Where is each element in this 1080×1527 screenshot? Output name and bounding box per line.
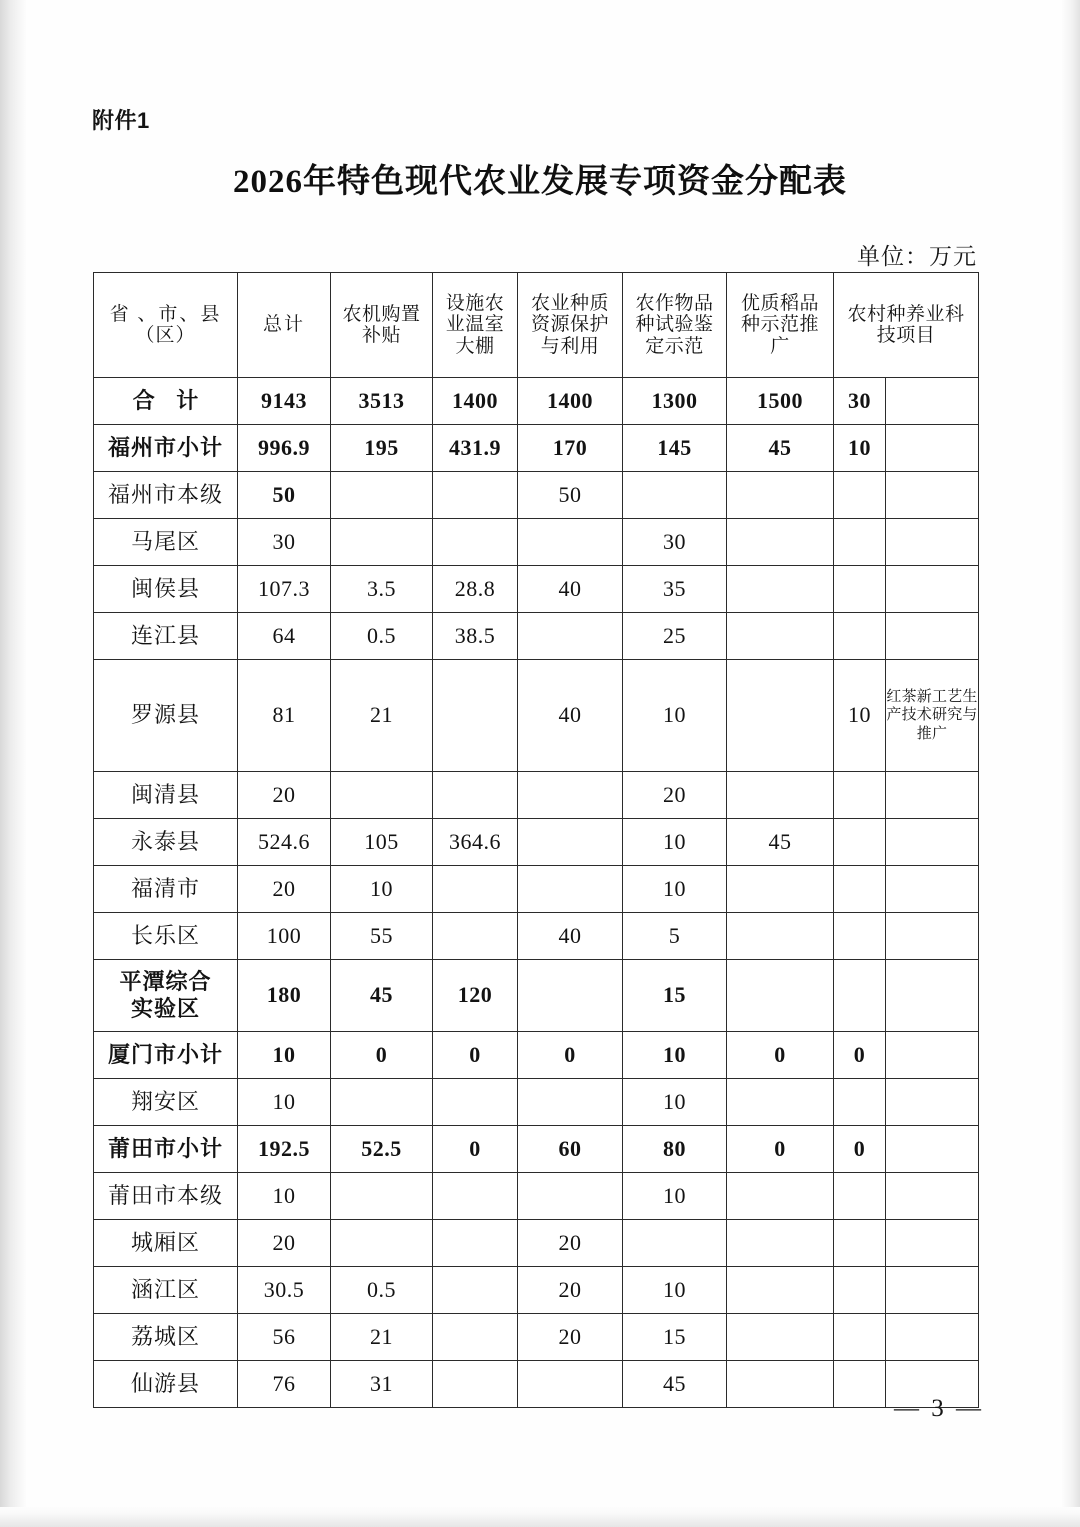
table-row bbox=[94, 425, 979, 472]
cell-sci-amount bbox=[834, 1361, 886, 1408]
column-header-machinery-subsidy bbox=[331, 273, 433, 378]
cell-sci-amount bbox=[834, 913, 886, 960]
cell-greenhouse bbox=[433, 1220, 518, 1267]
cell-sci-amount bbox=[834, 1173, 886, 1220]
cell-rice-demo bbox=[727, 1267, 834, 1314]
cell-greenhouse bbox=[433, 1314, 518, 1361]
column-header-region-line2: （区） bbox=[135, 325, 196, 346]
cell-rice-demo bbox=[727, 660, 834, 772]
cell-machinery-subsidy bbox=[331, 472, 433, 519]
cell-region: 合 计 bbox=[94, 378, 238, 425]
cell-germplasm: 50 bbox=[518, 472, 623, 519]
cell-germplasm: 0 bbox=[518, 1032, 623, 1079]
cell-germplasm bbox=[518, 960, 623, 1032]
cell-region: 马尾区 bbox=[94, 519, 238, 566]
cell-greenhouse bbox=[433, 472, 518, 519]
column-header-sci-line2: 技项目 bbox=[876, 325, 936, 346]
column-header-total: 总计 bbox=[238, 273, 331, 378]
cell-rice-demo: 0 bbox=[727, 1126, 834, 1173]
cell-total: 20 bbox=[238, 1220, 331, 1267]
cell-sci-amount: 10 bbox=[834, 660, 886, 772]
cell-rice-demo bbox=[727, 960, 834, 1032]
cell-rice-demo: 45 bbox=[727, 425, 834, 472]
cell-greenhouse bbox=[433, 1267, 518, 1314]
cell-sci-amount bbox=[834, 1267, 886, 1314]
cell-sci-amount bbox=[834, 819, 886, 866]
cell-germplasm bbox=[518, 1079, 623, 1126]
cell-sci-description bbox=[886, 819, 979, 866]
column-header-germplasm-line3: 与利用 bbox=[540, 335, 600, 357]
table-row bbox=[94, 1361, 979, 1408]
cell-sci-description bbox=[886, 960, 979, 1032]
cell-machinery-subsidy: 10 bbox=[331, 866, 433, 913]
cell-crop-trial: 10 bbox=[623, 1267, 727, 1314]
cell-total: 10 bbox=[238, 1032, 331, 1079]
cell-region-line2: 实验区 bbox=[130, 995, 200, 1021]
cell-rice-demo: 1500 bbox=[727, 378, 834, 425]
cell-sci-description bbox=[886, 1126, 979, 1173]
cell-region: 福州市本级 bbox=[94, 472, 238, 519]
cell-sci-description bbox=[886, 1267, 979, 1314]
table-row bbox=[94, 1079, 979, 1126]
cell-germplasm: 40 bbox=[518, 660, 623, 772]
cell-greenhouse bbox=[433, 772, 518, 819]
cell-total: 9143 bbox=[238, 378, 331, 425]
cell-machinery-subsidy bbox=[331, 772, 433, 819]
cell-sci-amount: 30 bbox=[834, 378, 886, 425]
cell-greenhouse: 364.6 bbox=[433, 819, 518, 866]
cell-germplasm: 40 bbox=[518, 566, 623, 613]
table-row bbox=[94, 519, 979, 566]
cell-sci-description bbox=[886, 613, 979, 660]
cell-machinery-subsidy: 0 bbox=[331, 1032, 433, 1079]
cell-sci-description bbox=[886, 425, 979, 472]
cell-sci-description bbox=[886, 1173, 979, 1220]
cell-total: 10 bbox=[238, 1173, 331, 1220]
cell-sci-description bbox=[886, 1220, 979, 1267]
cell-sci-description: 红茶新工艺生产技术研究与推广 bbox=[886, 660, 979, 772]
cell-total: 107.3 bbox=[238, 566, 331, 613]
cell-germplasm bbox=[518, 866, 623, 913]
cell-germplasm: 20 bbox=[518, 1220, 623, 1267]
scan-edge-left bbox=[0, 0, 26, 1527]
cell-rice-demo: 0 bbox=[727, 1032, 834, 1079]
cell-greenhouse: 120 bbox=[433, 960, 518, 1032]
cell-region: 莆田市本级 bbox=[94, 1173, 238, 1220]
page-number: — 3 — bbox=[894, 1395, 984, 1422]
cell-region: 荔城区 bbox=[94, 1314, 238, 1361]
table-row bbox=[94, 1220, 979, 1267]
cell-machinery-subsidy bbox=[331, 1220, 433, 1267]
column-header-rice-line3: 广 bbox=[770, 335, 790, 357]
table-row bbox=[94, 866, 979, 913]
column-header-crop-line1: 农作物品 bbox=[635, 293, 714, 315]
cell-crop-trial: 20 bbox=[623, 772, 727, 819]
cell-sci-amount bbox=[834, 1220, 886, 1267]
table-row bbox=[94, 1032, 979, 1079]
cell-greenhouse: 431.9 bbox=[433, 425, 518, 472]
column-header-greenhouse-line1: 设施农 bbox=[445, 293, 505, 315]
cell-germplasm bbox=[518, 819, 623, 866]
column-header-crop-line2: 种试验鉴 bbox=[635, 314, 714, 336]
cell-greenhouse: 1400 bbox=[433, 378, 518, 425]
cell-germplasm: 60 bbox=[518, 1126, 623, 1173]
cell-rice-demo bbox=[727, 519, 834, 566]
cell-region: 仙游县 bbox=[94, 1361, 238, 1408]
cell-region: 翔安区 bbox=[94, 1079, 238, 1126]
cell-crop-trial: 10 bbox=[623, 1079, 727, 1126]
cell-sci-description bbox=[886, 913, 979, 960]
cell-germplasm: 40 bbox=[518, 913, 623, 960]
cell-sci-description bbox=[886, 1314, 979, 1361]
cell-machinery-subsidy: 195 bbox=[331, 425, 433, 472]
cell-region: 永泰县 bbox=[94, 819, 238, 866]
cell-greenhouse bbox=[433, 866, 518, 913]
cell-sci-amount bbox=[834, 519, 886, 566]
unit-note: 单位：万元 bbox=[857, 244, 977, 269]
column-header-rice-line2: 种示范推 bbox=[740, 314, 819, 336]
cell-sci-amount: 10 bbox=[834, 425, 886, 472]
column-header-germplasm-line1: 农业种质 bbox=[530, 293, 609, 315]
cell-rice-demo bbox=[727, 1173, 834, 1220]
column-header-rice-line1: 优质稻品 bbox=[740, 293, 819, 315]
cell-total: 81 bbox=[238, 660, 331, 772]
table-row bbox=[94, 566, 979, 613]
fund-allocation-table bbox=[93, 272, 979, 1408]
cell-crop-trial: 1300 bbox=[623, 378, 727, 425]
cell-sci-amount bbox=[834, 1314, 886, 1361]
table-row bbox=[94, 660, 979, 772]
cell-machinery-subsidy: 3513 bbox=[331, 378, 433, 425]
column-header-crop-trial bbox=[623, 273, 727, 378]
table-row bbox=[94, 960, 979, 1032]
cell-machinery-subsidy: 31 bbox=[331, 1361, 433, 1408]
cell-rice-demo bbox=[727, 1361, 834, 1408]
cell-total: 20 bbox=[238, 866, 331, 913]
cell-crop-trial: 80 bbox=[623, 1126, 727, 1173]
cell-machinery-subsidy bbox=[331, 1079, 433, 1126]
cell-rice-demo: 45 bbox=[727, 819, 834, 866]
cell-sci-description bbox=[886, 378, 979, 425]
attachment-label: 附件1 bbox=[92, 108, 150, 133]
table-row bbox=[94, 472, 979, 519]
cell-sci-description bbox=[886, 519, 979, 566]
cell-machinery-subsidy: 0.5 bbox=[331, 613, 433, 660]
cell-machinery-subsidy: 55 bbox=[331, 913, 433, 960]
cell-crop-trial: 10 bbox=[623, 1173, 727, 1220]
cell-rice-demo bbox=[727, 472, 834, 519]
cell-region: 城厢区 bbox=[94, 1220, 238, 1267]
cell-machinery-subsidy: 3.5 bbox=[331, 566, 433, 613]
cell-rice-demo bbox=[727, 566, 834, 613]
table-row bbox=[94, 772, 979, 819]
table-row bbox=[94, 819, 979, 866]
cell-total: 56 bbox=[238, 1314, 331, 1361]
cell-region: 闽侯县 bbox=[94, 566, 238, 613]
cell-germplasm bbox=[518, 613, 623, 660]
cell-crop-trial: 10 bbox=[623, 1032, 727, 1079]
cell-region: 福清市 bbox=[94, 866, 238, 913]
table-row bbox=[94, 378, 979, 425]
cell-germplasm bbox=[518, 1361, 623, 1408]
cell-greenhouse: 28.8 bbox=[433, 566, 518, 613]
column-header-sci-project bbox=[834, 273, 979, 378]
cell-greenhouse bbox=[433, 1079, 518, 1126]
column-header-machinery-line2: 补贴 bbox=[361, 325, 401, 346]
table-row bbox=[94, 613, 979, 660]
cell-crop-trial: 25 bbox=[623, 613, 727, 660]
cell-crop-trial: 30 bbox=[623, 519, 727, 566]
cell-region: 连江县 bbox=[94, 613, 238, 660]
cell-total: 180 bbox=[238, 960, 331, 1032]
cell-machinery-subsidy: 0.5 bbox=[331, 1267, 433, 1314]
cell-greenhouse: 0 bbox=[433, 1126, 518, 1173]
cell-germplasm bbox=[518, 1173, 623, 1220]
cell-sci-description bbox=[886, 1079, 979, 1126]
cell-region: 莆田市小计 bbox=[94, 1126, 238, 1173]
table-row bbox=[94, 1126, 979, 1173]
cell-rice-demo bbox=[727, 866, 834, 913]
cell-total: 996.9 bbox=[238, 425, 331, 472]
cell-region: 长乐区 bbox=[94, 913, 238, 960]
cell-crop-trial: 145 bbox=[623, 425, 727, 472]
cell-total: 30 bbox=[238, 519, 331, 566]
cell-rice-demo bbox=[727, 913, 834, 960]
cell-total: 50 bbox=[238, 472, 331, 519]
column-header-greenhouse bbox=[433, 273, 518, 378]
cell-greenhouse: 0 bbox=[433, 1032, 518, 1079]
table-row bbox=[94, 1267, 979, 1314]
cell-sci-amount bbox=[834, 772, 886, 819]
cell-crop-trial: 35 bbox=[623, 566, 727, 613]
column-header-germplasm bbox=[518, 273, 623, 378]
cell-total: 64 bbox=[238, 613, 331, 660]
table-row bbox=[94, 913, 979, 960]
cell-region: 福州市小计 bbox=[94, 425, 238, 472]
cell-germplasm: 1400 bbox=[518, 378, 623, 425]
cell-rice-demo bbox=[727, 1079, 834, 1126]
cell-rice-demo bbox=[727, 613, 834, 660]
cell-rice-demo bbox=[727, 1314, 834, 1361]
cell-sci-description bbox=[886, 566, 979, 613]
cell-germplasm: 170 bbox=[518, 425, 623, 472]
fund-allocation-table-container bbox=[93, 272, 978, 1408]
cell-sci-description bbox=[886, 1032, 979, 1079]
cell-sci-amount bbox=[834, 866, 886, 913]
cell-machinery-subsidy: 105 bbox=[331, 819, 433, 866]
cell-total: 20 bbox=[238, 772, 331, 819]
table-row bbox=[94, 1173, 979, 1220]
column-header-sci-line1: 农村种养业科 bbox=[847, 303, 965, 325]
scan-edge-bottom bbox=[0, 1507, 1080, 1527]
table-body bbox=[94, 378, 979, 1408]
cell-region: 厦门市小计 bbox=[94, 1032, 238, 1079]
cell-sci-amount: 0 bbox=[834, 1032, 886, 1079]
page-title: 2026年特色现代农业发展专项资金分配表 bbox=[233, 164, 847, 200]
cell-crop-trial: 5 bbox=[623, 913, 727, 960]
cell-machinery-subsidy: 21 bbox=[331, 1314, 433, 1361]
cell-sci-description bbox=[886, 772, 979, 819]
cell-crop-trial: 15 bbox=[623, 960, 727, 1032]
cell-total: 100 bbox=[238, 913, 331, 960]
cell-sci-amount bbox=[834, 472, 886, 519]
cell-machinery-subsidy: 21 bbox=[331, 660, 433, 772]
cell-sci-amount: 0 bbox=[834, 1126, 886, 1173]
cell-greenhouse bbox=[433, 660, 518, 772]
cell-machinery-subsidy: 52.5 bbox=[331, 1126, 433, 1173]
column-header-germplasm-line2: 资源保护 bbox=[530, 314, 609, 336]
cell-region: 涵江区 bbox=[94, 1267, 238, 1314]
cell-greenhouse bbox=[433, 1173, 518, 1220]
column-header-region bbox=[94, 273, 238, 378]
cell-sci-amount bbox=[834, 566, 886, 613]
cell-region: 闽清县 bbox=[94, 772, 238, 819]
column-header-greenhouse-line3: 大棚 bbox=[455, 335, 495, 357]
cell-total: 30.5 bbox=[238, 1267, 331, 1314]
scan-edge-right bbox=[1062, 0, 1080, 1527]
cell-total: 76 bbox=[238, 1361, 331, 1408]
cell-region: 罗源县 bbox=[94, 660, 238, 772]
cell-rice-demo bbox=[727, 772, 834, 819]
cell-crop-trial bbox=[623, 1220, 727, 1267]
cell-total: 10 bbox=[238, 1079, 331, 1126]
cell-sci-amount bbox=[834, 613, 886, 660]
cell-machinery-subsidy: 45 bbox=[331, 960, 433, 1032]
cell-total: 524.6 bbox=[238, 819, 331, 866]
cell-germplasm: 20 bbox=[518, 1267, 623, 1314]
cell-region bbox=[94, 960, 238, 1032]
cell-germplasm bbox=[518, 772, 623, 819]
cell-crop-trial: 10 bbox=[623, 660, 727, 772]
table-header-row bbox=[94, 273, 979, 378]
column-header-crop-line3: 定示范 bbox=[645, 335, 704, 357]
cell-crop-trial: 15 bbox=[623, 1314, 727, 1361]
column-header-region-line1: 省 、市、县 bbox=[109, 303, 222, 325]
cell-greenhouse: 38.5 bbox=[433, 613, 518, 660]
cell-crop-trial bbox=[623, 472, 727, 519]
cell-region-line1: 平潭综合 bbox=[119, 969, 212, 995]
cell-sci-description bbox=[886, 472, 979, 519]
cell-sci-description bbox=[886, 866, 979, 913]
cell-sci-amount bbox=[834, 1079, 886, 1126]
cell-crop-trial: 45 bbox=[623, 1361, 727, 1408]
cell-total: 192.5 bbox=[238, 1126, 331, 1173]
column-header-greenhouse-line2: 业温室 bbox=[445, 314, 505, 336]
cell-machinery-subsidy bbox=[331, 1173, 433, 1220]
cell-greenhouse bbox=[433, 913, 518, 960]
cell-greenhouse bbox=[433, 1361, 518, 1408]
column-header-machinery-line1: 农机购置 bbox=[342, 303, 421, 325]
cell-sci-amount bbox=[834, 960, 886, 1032]
cell-crop-trial: 10 bbox=[623, 866, 727, 913]
cell-crop-trial: 10 bbox=[623, 819, 727, 866]
cell-rice-demo bbox=[727, 1220, 834, 1267]
column-header-rice-demo bbox=[727, 273, 834, 378]
cell-germplasm: 20 bbox=[518, 1314, 623, 1361]
table-row bbox=[94, 1314, 979, 1361]
cell-greenhouse bbox=[433, 519, 518, 566]
cell-germplasm bbox=[518, 519, 623, 566]
cell-machinery-subsidy bbox=[331, 519, 433, 566]
